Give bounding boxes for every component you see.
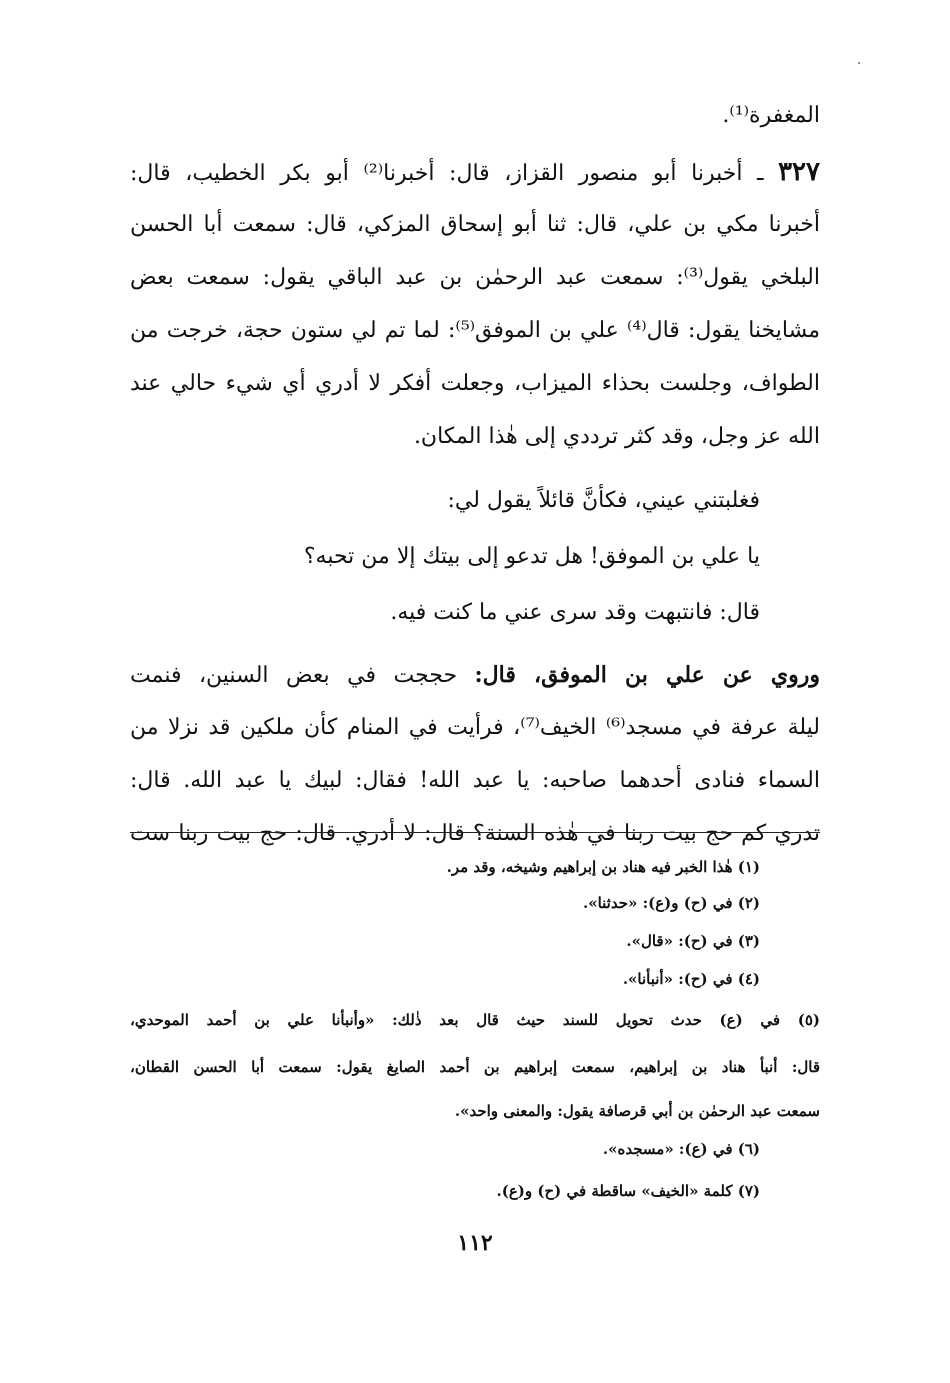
- text-line: الله عز وجل، وقد كثر ترددي إلى هٰذا المكان.: [413, 424, 820, 449]
- text-line: أخبرنا مكي بن علي، قال: ثنا أبو إسحاق المزكي، قال: سمعت أبا الحسن: [130, 212, 820, 237]
- footnote-continuation: سمعت عبد الرحمٰن بن أبي قرصافة يقول: والمعنى واحد».: [454, 1102, 820, 1120]
- text-line: المغفرة⁽¹⁾.: [722, 103, 820, 128]
- narration-heading: وروي عن علي بن الموفق، قال:: [474, 662, 820, 688]
- text-line: البلخي يقول⁽³⁾: سمعت عبد الرحمٰن بن عبد الباقي يقول: سمعت بعض: [130, 265, 820, 290]
- footnote: (٤) في (ح): «أنبأنا».: [622, 970, 760, 988]
- footnote: (٧) كلمة «الخيف» ساقطة في (ح) و(ع).: [496, 1182, 760, 1200]
- footnote: (٢) في (ح) و(ع): «حدثنا».: [582, 894, 760, 912]
- page-number: ١١٢: [457, 1230, 493, 1256]
- footnote: (٣) في (ح): «قال».: [626, 932, 760, 950]
- scan-speck: [858, 62, 860, 64]
- text-line: تدري كم حج بيت ربنا في هٰذه السنة؟ قال: لا أدري. قال: حج بيت ربنا ست: [130, 821, 820, 846]
- narration-text: حججت في بعض السنين، فنمت: [130, 663, 475, 688]
- text-line: يا علي بن الموفق! هل تدعو إلى بيتك إلا من تحبه؟: [303, 544, 760, 569]
- text-line: قال: فانتبهت وقد سرى عني ما كنت فيه.: [390, 600, 760, 625]
- text-line: ليلة عرفة في مسجد⁽⁶⁾ الخيف⁽⁷⁾، فرأيت في المنام كأن ملكين قد نزلا من: [130, 715, 820, 740]
- text-line: مشايخنا يقول: قال⁽⁴⁾ علي بن الموفق⁽⁵⁾: لما تم لي ستون حجة، خرجت من: [130, 318, 820, 343]
- text-line: الطواف، وجلست بحذاء الميزاب، وجعلت أفكر لا أدري أي شيء حالي عند: [130, 371, 820, 396]
- footnote: (٥) في (ع) حدث تحويل للسند حيث قال بعد ذٰلك: «وأنبأنا علي بن أحمد الموحدي،: [130, 1011, 820, 1029]
- footnote: (٦) في (ع): «مسجده».: [602, 1140, 760, 1158]
- text-line: فغلبتني عيني، فكأنَّ قائلاً يقول لي:: [447, 488, 760, 513]
- footnote: (١) هٰذا الخبر فيه هناد بن إبراهيم وشيخه، وقد مر.: [446, 858, 760, 876]
- entry-number: ٣٢٧: [778, 157, 820, 187]
- footnote-divider: [130, 832, 820, 833]
- footnote-continuation: قال: أنبأ هناد بن إبراهيم، سمعت إبراهيم بن أحمد الصايغ يقول: سمعت أبا الحسن القطان،: [130, 1058, 820, 1076]
- entry-text: ـ أخبرنا أبو منصور القزاز، قال: أخبرنا⁽²⁾ أبو بكر الخطيب، قال:: [130, 161, 779, 186]
- text-line: السماء فنادى أحدهما صاحبه: يا عبد الله! فقال: لبيك يا عبد الله. قال:: [130, 768, 820, 793]
- entry-first-line: [130, 150, 820, 196]
- narration-first-line: [130, 653, 820, 698]
